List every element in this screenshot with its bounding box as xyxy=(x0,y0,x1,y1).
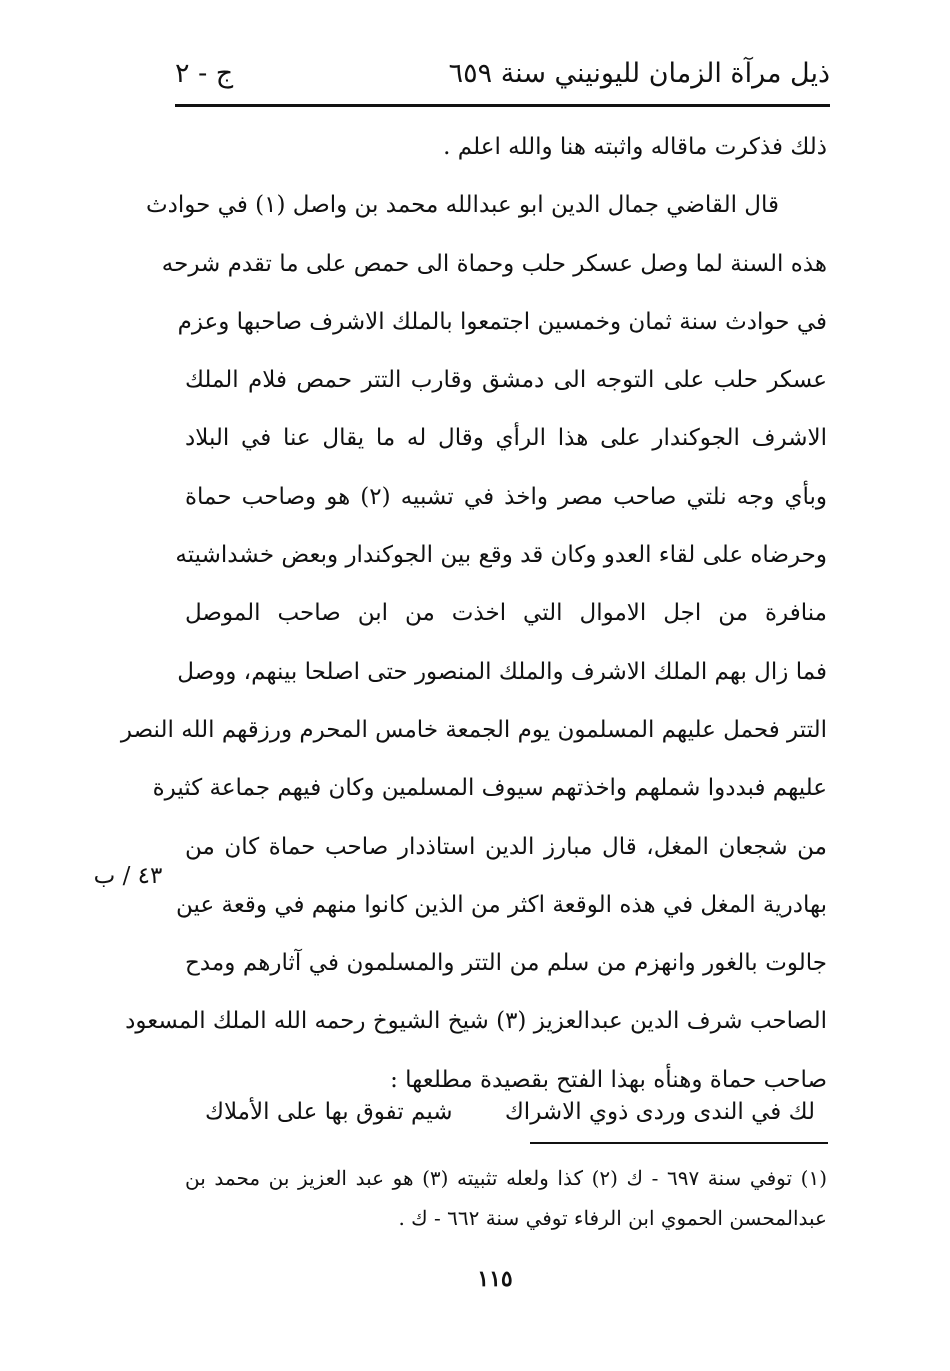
verse-first-hemistich: لك في الندى وردى ذوي الاشراك xyxy=(504,1099,815,1125)
footnote-rule xyxy=(530,1142,828,1144)
text-line: في حوادث سنة ثمان وخمسين اجتمعوا بالملك الاشرف صاحبها وعزم xyxy=(177,308,827,335)
text-line: ذلك فذكرت ماقاله واثبته هنا والله اعلم . xyxy=(443,134,827,160)
header-title: ذيل مرآة الزمان لليونيني سنة ٦٥٩ xyxy=(448,57,830,89)
text-line: هذه السنة لما وصل عسكر حلب وحماة الى حمص على ما تقدم شرحه xyxy=(161,250,827,277)
running-header xyxy=(175,48,830,98)
text-line: جالوت بالغور وانهزم من سلم من التتر والمسلمون في آثارهم ومدح xyxy=(185,950,827,977)
text-line: قال القاضي جمال الدين ابو عبدالله محمد بن واصل (١) في حوادث xyxy=(145,192,779,219)
header-rule xyxy=(175,104,830,107)
text-line: الصاحب شرف الدين عبدالعزيز (٣) شيخ الشيوخ رحمه الله الملك المسعود xyxy=(125,1008,827,1035)
page-number: ١١٥ xyxy=(477,1266,513,1292)
text-line: صاحب حماة وهنأه بهذا الفتح بقصيدة مطلعها : xyxy=(390,1066,827,1093)
footnotes xyxy=(185,1158,827,1238)
manuscript-folio-note: ٤٣ / ب xyxy=(93,863,163,889)
text-line: التتر فحمل عليهم المسلمون يوم الجمعة خامس المحرم ورزقهم الله النصر xyxy=(120,716,827,743)
text-line: الاشرف الجوكندار على هذا الرأي وقال له ما يقال عنا في البلاد xyxy=(185,425,827,452)
text-line: وحرضاه على لقاء العدو وكان قد وقع بين الجوكندار وبعض خشداشيته xyxy=(175,542,827,569)
poem-verse xyxy=(205,1088,815,1136)
footnote-line: (١) توفي سنة ٦٩٧ - ك (٢) كذا ولعله تثبيته (٣) هو عبد العزيز بن محمد بن xyxy=(185,1166,827,1190)
footnote-line: عبدالمحسن الحموي ابن الرفاء توفي سنة ٦٦٢ - ك . xyxy=(398,1206,827,1230)
volume-number: ج - ٢ xyxy=(175,57,234,89)
text-line: بهادرية المغل في هذه الوقعة اكثر من الذين كانوا منهم في وقعة عين xyxy=(176,891,827,918)
text-line: منافرة من اجل الاموال التي اخذت من ابن صاحب الموصل xyxy=(185,600,827,627)
text-line: فما زال بهم الملك الاشرف والملك المنصور حتى اصلحا بينهم، ووصل xyxy=(177,658,827,685)
text-line: عليهم فبددوا شملهم واخذتهم سيوف المسلمين وكان فيهم جماعة كثيرة xyxy=(152,775,827,802)
text-line: عسكر حلب على التوجه الى دمشق وقارب التتر حمص فلام الملك xyxy=(185,367,827,394)
verse-second-hemistich: شيم تفوق بها على الأملاك xyxy=(205,1099,453,1125)
text-line: من شجعان المغل، قال مبارز الدين استاذدار صاحب حماة كان من xyxy=(185,833,827,860)
text-line: وبأي وجه نلتي صاحب مصر واخذ في تشبيه (٢) هو وصاحب حماة xyxy=(185,483,827,510)
